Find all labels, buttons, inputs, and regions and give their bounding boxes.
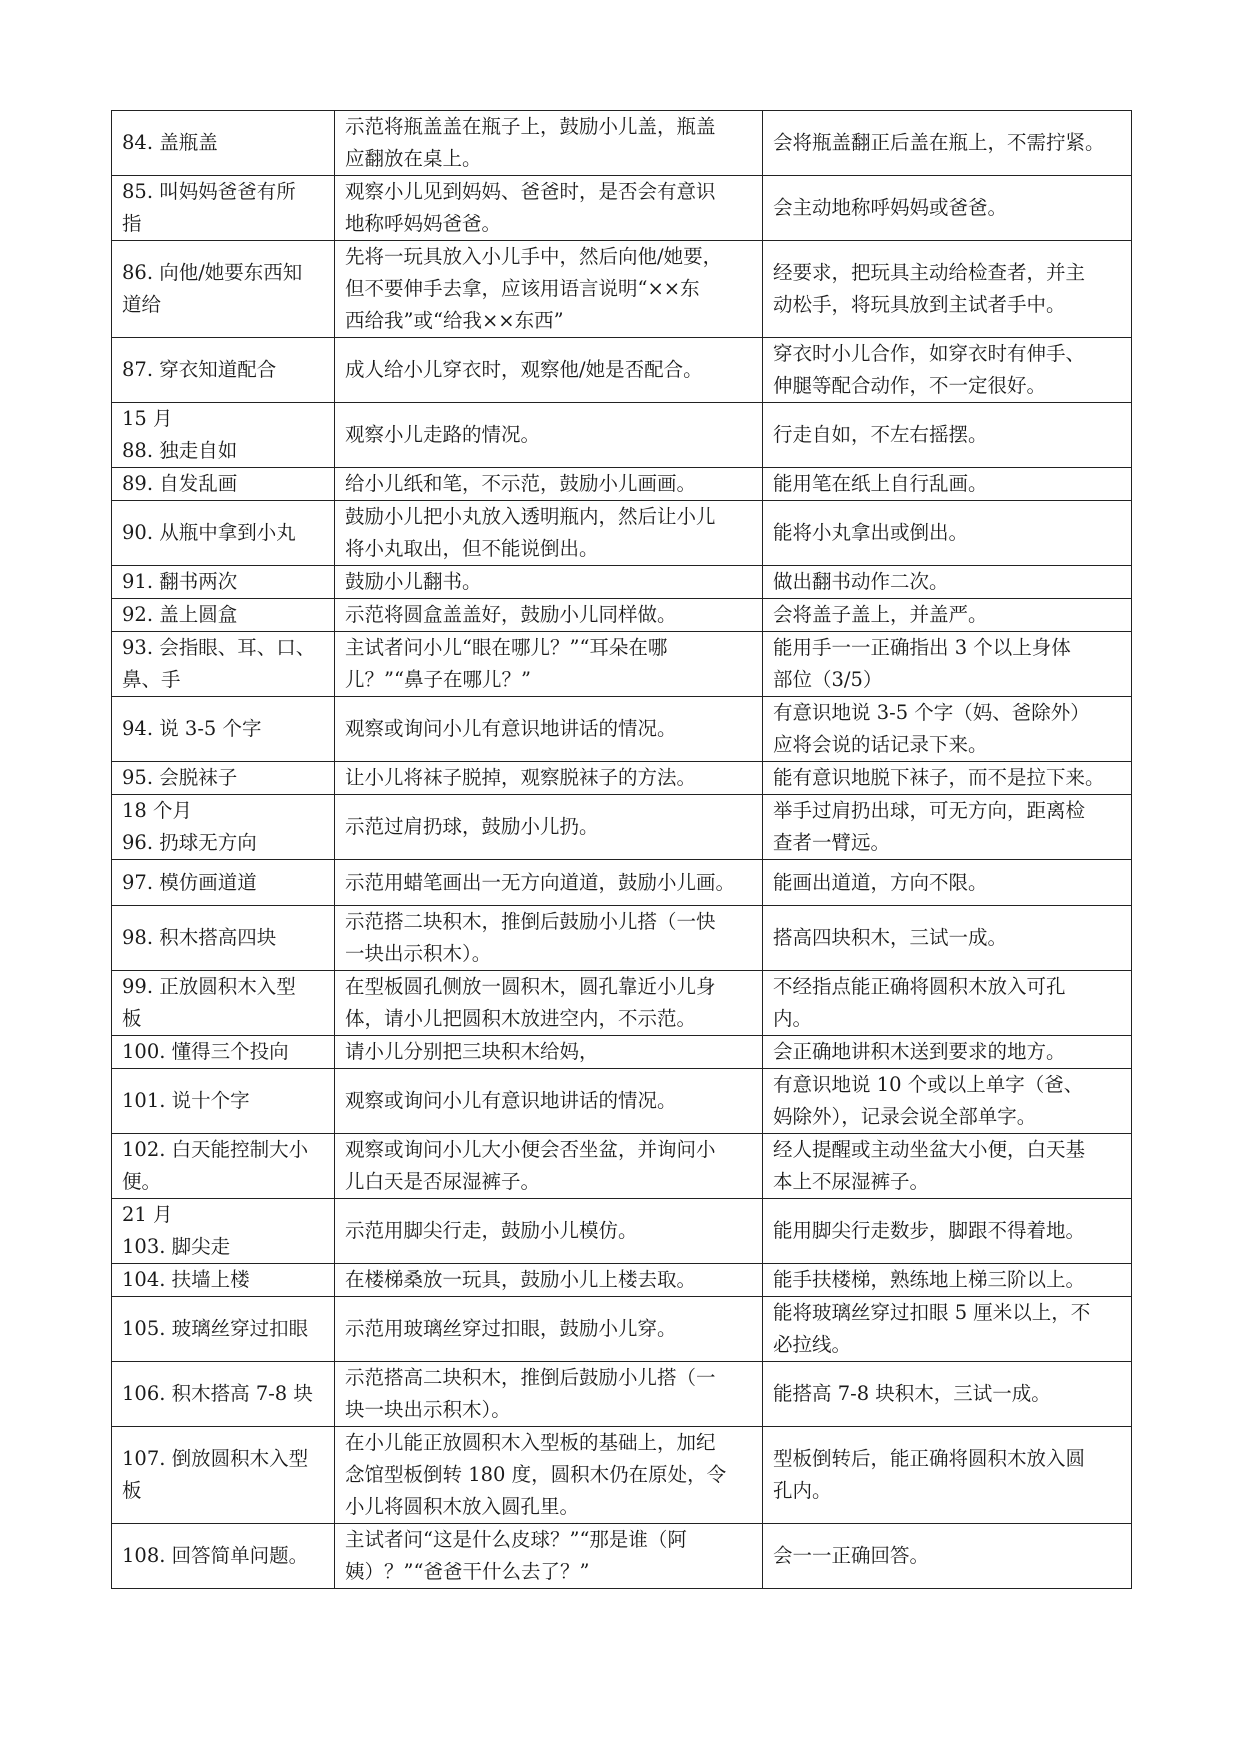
item-name-cell bbox=[112, 403, 335, 468]
cell-text-line: 103. 脚尖走 bbox=[122, 1235, 231, 1258]
test-method-cell bbox=[335, 176, 763, 241]
cell-text-line: 查者一臂远。 bbox=[773, 831, 891, 854]
test-method-cell bbox=[335, 906, 763, 971]
pass-criteria-cell bbox=[763, 1524, 1132, 1589]
table-row bbox=[112, 1069, 1132, 1134]
cell-text-line: 动松手，将玩具放到主试者手中。 bbox=[773, 293, 1066, 316]
table-row bbox=[112, 971, 1132, 1036]
pass-criteria-cell bbox=[763, 906, 1132, 971]
item-name-cell bbox=[112, 1427, 335, 1524]
test-method-cell bbox=[335, 971, 763, 1036]
cell-text-line: 96. 扔球无方向 bbox=[122, 831, 257, 854]
cell-text-line: 姨）？”“爸爸干什么去了？” bbox=[345, 1560, 590, 1583]
pass-criteria-cell bbox=[763, 632, 1132, 697]
table-row bbox=[112, 1427, 1132, 1524]
cell-text-line: 鼓励小儿翻书。 bbox=[345, 570, 482, 593]
test-method-cell bbox=[335, 860, 763, 906]
cell-text-line: 示范搭高二块积木，推倒后鼓励小儿搭（一 bbox=[345, 1366, 716, 1389]
cell-text-line: 有意识地说 10 个或以上单字（爸、 bbox=[773, 1073, 1084, 1096]
cell-text-line: 105. 玻璃丝穿过扣眼 bbox=[122, 1317, 309, 1340]
table-row bbox=[112, 1264, 1132, 1297]
cell-text-line: 在小儿能正放圆积木入型板的基础上，加纪 bbox=[345, 1431, 716, 1454]
cell-text-line: 鼓励小儿把小丸放入透明瓶内，然后让小儿 bbox=[345, 505, 716, 528]
cell-text-line: 观察或询问小儿有意识地讲话的情况。 bbox=[345, 1089, 677, 1112]
pass-criteria-cell bbox=[763, 1297, 1132, 1362]
cell-text-line: 内。 bbox=[773, 1007, 813, 1030]
cell-text-line: 经人提醒或主动坐盆大小便，白天基 bbox=[773, 1138, 1086, 1161]
table-row bbox=[112, 632, 1132, 697]
cell-text-line: 能手扶楼梯，熟练地上梯三阶以上。 bbox=[773, 1268, 1086, 1291]
cell-text-line: 88. 独走自如 bbox=[122, 439, 238, 462]
table-row bbox=[112, 599, 1132, 632]
cell-text-line: 示范将瓶盖盖在瓶子上，鼓励小儿盖，瓶盖 bbox=[345, 115, 716, 138]
cell-text-line: 体，请小儿把圆积木放进空内，不示范。 bbox=[345, 1007, 697, 1030]
test-method-cell bbox=[335, 697, 763, 762]
cell-text-line: 示范用玻璃丝穿过扣眼，鼓励小儿穿。 bbox=[345, 1317, 677, 1340]
cell-text-line: 86. 向他/她要东西知 bbox=[122, 261, 303, 284]
table-row bbox=[112, 1134, 1132, 1199]
pass-criteria-cell bbox=[763, 1199, 1132, 1264]
test-method-cell bbox=[335, 468, 763, 501]
table-row bbox=[112, 241, 1132, 338]
cell-text-line: 本上不尿湿裤子。 bbox=[773, 1170, 930, 1193]
cell-text-line: 块一块出示积木）。 bbox=[345, 1398, 511, 1421]
item-name-cell bbox=[112, 860, 335, 906]
cell-text-line: 型板倒转后，能正确将圆积木放入圆 bbox=[773, 1447, 1086, 1470]
item-name-cell bbox=[112, 599, 335, 632]
item-name-cell bbox=[112, 1297, 335, 1362]
cell-text-line: 示范用蜡笔画出一无方向道道，鼓励小儿画。 bbox=[345, 870, 736, 894]
cell-text-line: 99. 正放圆积木入型 bbox=[122, 975, 296, 998]
cell-text-line: 能用脚尖行走数步，脚跟不得着地。 bbox=[773, 1219, 1086, 1242]
cell-text-line: 给小儿纸和笔，不示范，鼓励小儿画画。 bbox=[345, 472, 697, 495]
cell-text-line: 在楼梯桑放一玩具，鼓励小儿上楼去取。 bbox=[345, 1268, 697, 1291]
cell-text-line: 穿衣时小儿合作，如穿衣时有伸手、 bbox=[773, 342, 1086, 365]
test-method-cell bbox=[335, 1199, 763, 1264]
pass-criteria-cell bbox=[763, 697, 1132, 762]
test-method-cell bbox=[335, 241, 763, 338]
pass-criteria-cell bbox=[763, 599, 1132, 632]
table-row bbox=[112, 1362, 1132, 1427]
cell-text-line: 孔内。 bbox=[773, 1479, 832, 1502]
cell-text-line: 会将瓶盖翻正后盖在瓶上，不需拧紧。 bbox=[773, 131, 1105, 154]
test-method-cell bbox=[335, 1297, 763, 1362]
cell-text-line: 有意识地说 3-5 个字（妈、爸除外） bbox=[773, 701, 1090, 724]
table-row bbox=[112, 860, 1132, 906]
table-row bbox=[112, 338, 1132, 403]
item-name-cell bbox=[112, 1362, 335, 1427]
test-method-cell bbox=[335, 1134, 763, 1199]
cell-text-line: 93. 会指眼、耳、口、 bbox=[122, 636, 316, 659]
item-name-cell bbox=[112, 338, 335, 403]
cell-text-line: 观察或询问小儿大小便会否坐盆，并询问小 bbox=[345, 1138, 716, 1161]
cell-text-line: 不经指点能正确将圆积木放入可孔 bbox=[773, 975, 1066, 998]
pass-criteria-cell bbox=[763, 338, 1132, 403]
test-method-cell bbox=[335, 795, 763, 860]
cell-text-line: 102. 白天能控制大小 bbox=[122, 1138, 309, 1161]
pass-criteria-cell bbox=[763, 971, 1132, 1036]
cell-text-line: 应翻放在桌上。 bbox=[345, 147, 482, 170]
test-method-cell bbox=[335, 762, 763, 795]
pass-criteria-cell bbox=[763, 176, 1132, 241]
cell-text-line: 能将小丸拿出或倒出。 bbox=[773, 521, 969, 544]
cell-text-line: 必拉线。 bbox=[773, 1333, 852, 1356]
cell-text-line: 98. 积木搭高四块 bbox=[122, 926, 277, 949]
test-method-cell bbox=[335, 1069, 763, 1134]
cell-text-line: 地称呼妈妈爸爸。 bbox=[345, 212, 502, 235]
cell-text-line: 便。 bbox=[122, 1170, 162, 1193]
cell-text-line: 搭高四块积木，三试一成。 bbox=[773, 926, 1008, 949]
cell-text-line: 举手过肩扔出球，可无方向，距离检 bbox=[773, 799, 1086, 822]
pass-criteria-cell bbox=[763, 1362, 1132, 1427]
item-name-cell bbox=[112, 176, 335, 241]
item-name-cell bbox=[112, 697, 335, 762]
cell-text-line: 请小儿分别把三块积木给妈， bbox=[345, 1040, 599, 1063]
table-row bbox=[112, 1524, 1132, 1589]
cell-text-line: 能有意识地脱下袜子，而不是拉下来。 bbox=[773, 766, 1105, 789]
table-row bbox=[112, 468, 1132, 501]
item-name-cell bbox=[112, 111, 335, 176]
item-name-cell bbox=[112, 632, 335, 697]
pass-criteria-cell bbox=[763, 241, 1132, 338]
table-row bbox=[112, 697, 1132, 762]
table-row bbox=[112, 1036, 1132, 1069]
cell-text-line: 84. 盖瓶盖 bbox=[122, 131, 218, 154]
test-method-cell bbox=[335, 1427, 763, 1524]
pass-criteria-cell bbox=[763, 403, 1132, 468]
cell-text-line: 104. 扶墙上楼 bbox=[122, 1268, 250, 1291]
cell-text-line: 92. 盖上圆盒 bbox=[122, 603, 238, 626]
pass-criteria-cell bbox=[763, 860, 1132, 906]
cell-text-line: 能搭高 7-8 块积木，三试一成。 bbox=[773, 1382, 1051, 1405]
cell-text-line: 97. 模仿画道道 bbox=[122, 870, 257, 894]
cell-text-line: 89. 自发乱画 bbox=[122, 472, 238, 495]
test-method-cell bbox=[335, 1264, 763, 1297]
cell-text-line: 小儿将圆积木放入圆孔里。 bbox=[345, 1495, 580, 1518]
test-method-cell bbox=[335, 1524, 763, 1589]
pass-criteria-cell bbox=[763, 1264, 1132, 1297]
test-method-cell bbox=[335, 111, 763, 176]
pass-criteria-cell bbox=[763, 795, 1132, 860]
pass-criteria-cell bbox=[763, 1069, 1132, 1134]
cell-text-line: 106. 积木搭高 7-8 块 bbox=[122, 1382, 313, 1405]
test-method-cell bbox=[335, 338, 763, 403]
item-name-cell bbox=[112, 468, 335, 501]
cell-text-line: 让小儿将袜子脱掉，观察脱袜子的方法。 bbox=[345, 766, 697, 789]
cell-text-line: 妈除外），记录会说全部单字。 bbox=[773, 1105, 1037, 1128]
cell-text-line: 108. 回答简单问题。 bbox=[122, 1544, 309, 1567]
cell-text-line: 18 个月 bbox=[122, 799, 193, 822]
pass-criteria-cell bbox=[763, 501, 1132, 566]
cell-text-line: 能将玻璃丝穿过扣眼 5 厘米以上，不 bbox=[773, 1301, 1091, 1324]
cell-text-line: 观察小儿见到妈妈、爸爸时，是否会有意识 bbox=[345, 180, 716, 203]
assessment-table bbox=[111, 110, 1132, 1589]
cell-text-line: 经要求，把玩具主动给检查者，并主 bbox=[773, 261, 1086, 284]
item-name-cell bbox=[112, 1036, 335, 1069]
cell-text-line: 会正确地讲积木送到要求的地方。 bbox=[773, 1040, 1066, 1063]
cell-text-line: 西给我”或“给我××东西” bbox=[345, 309, 564, 332]
cell-text-line: 道给 bbox=[122, 293, 162, 316]
cell-text-line: 101. 说十个字 bbox=[122, 1089, 250, 1112]
table-row bbox=[112, 566, 1132, 599]
cell-text-line: 做出翻书动作二次。 bbox=[773, 570, 949, 593]
cell-text-line: 行走自如，不左右摇摆。 bbox=[773, 423, 988, 446]
item-name-cell bbox=[112, 1134, 335, 1199]
table-body bbox=[112, 111, 1132, 1589]
pass-criteria-cell bbox=[763, 1036, 1132, 1069]
test-method-cell bbox=[335, 403, 763, 468]
table-row bbox=[112, 501, 1132, 566]
cell-text-line: 90. 从瓶中拿到小丸 bbox=[122, 521, 296, 544]
cell-text-line: 鼻、手 bbox=[122, 668, 181, 691]
cell-text-line: 会将盖子盖上，并盖严。 bbox=[773, 603, 988, 626]
table-row bbox=[112, 906, 1132, 971]
pass-criteria-cell bbox=[763, 762, 1132, 795]
cell-text-line: 先将一玩具放入小儿手中，然后向他/她要， bbox=[345, 245, 723, 268]
cell-text-line: 观察小儿走路的情况。 bbox=[345, 423, 541, 446]
item-name-cell bbox=[112, 1069, 335, 1134]
table-row bbox=[112, 1199, 1132, 1264]
table-row bbox=[112, 762, 1132, 795]
cell-text-line: 能画出道道，方向不限。 bbox=[773, 870, 988, 894]
cell-text-line: 示范搭二块积木，推倒后鼓励小儿搭（一快 bbox=[345, 910, 716, 933]
pass-criteria-cell bbox=[763, 111, 1132, 176]
cell-text-line: 一块出示积木）。 bbox=[345, 942, 492, 965]
pass-criteria-cell bbox=[763, 1134, 1132, 1199]
cell-text-line: 主试者问“这是什么皮球？”“那是谁（阿 bbox=[345, 1528, 687, 1551]
cell-text-line: 94. 说 3-5 个字 bbox=[122, 717, 262, 740]
test-method-cell bbox=[335, 599, 763, 632]
item-name-cell bbox=[112, 241, 335, 338]
item-name-cell bbox=[112, 795, 335, 860]
test-method-cell bbox=[335, 501, 763, 566]
cell-text-line: 主试者问小儿“眼在哪儿？”“耳朵在哪 bbox=[345, 636, 668, 659]
cell-text-line: 能用笔在纸上自行乱画。 bbox=[773, 472, 988, 495]
cell-text-line: 观察或询问小儿有意识地讲话的情况。 bbox=[345, 717, 677, 740]
cell-text-line: 在型板圆孔侧放一圆积木，圆孔靠近小儿身 bbox=[345, 975, 716, 998]
cell-text-line: 部位（3/5） bbox=[773, 668, 883, 691]
table-row bbox=[112, 111, 1132, 176]
cell-text-line: 85. 叫妈妈爸爸有所 bbox=[122, 180, 296, 203]
cell-text-line: 但不要伸手去拿，应该用语言说明“××东 bbox=[345, 277, 700, 300]
pass-criteria-cell bbox=[763, 468, 1132, 501]
cell-text-line: 应将会说的话记录下来。 bbox=[773, 733, 988, 756]
cell-text-line: 成人给小儿穿衣时，观察他/她是否配合。 bbox=[345, 358, 703, 381]
cell-text-line: 板 bbox=[122, 1479, 142, 1502]
table-row bbox=[112, 176, 1132, 241]
table-row bbox=[112, 403, 1132, 468]
test-method-cell bbox=[335, 1036, 763, 1069]
cell-text-line: 伸腿等配合动作，不一定很好。 bbox=[773, 374, 1047, 397]
cell-text-line: 能用手一一正确指出 3 个以上身体 bbox=[773, 636, 1071, 659]
cell-text-line: 示范将圆盒盖盖好，鼓励小儿同样做。 bbox=[345, 603, 677, 626]
test-method-cell bbox=[335, 632, 763, 697]
item-name-cell bbox=[112, 501, 335, 566]
cell-text-line: 15 月 bbox=[122, 407, 173, 430]
cell-text-line: 21 月 bbox=[122, 1203, 173, 1226]
item-name-cell bbox=[112, 906, 335, 971]
item-name-cell bbox=[112, 1264, 335, 1297]
item-name-cell bbox=[112, 762, 335, 795]
table-row bbox=[112, 795, 1132, 860]
cell-text-line: 示范过肩扔球，鼓励小儿扔。 bbox=[345, 815, 599, 838]
cell-text-line: 95. 会脱袜子 bbox=[122, 766, 238, 789]
cell-text-line: 会一一正确回答。 bbox=[773, 1544, 930, 1567]
cell-text-line: 107. 倒放圆积木入型 bbox=[122, 1447, 309, 1470]
cell-text-line: 87. 穿衣知道配合 bbox=[122, 358, 277, 381]
item-name-cell bbox=[112, 566, 335, 599]
item-name-cell bbox=[112, 971, 335, 1036]
item-name-cell bbox=[112, 1199, 335, 1264]
cell-text-line: 儿白天是否尿湿裤子。 bbox=[345, 1170, 541, 1193]
pass-criteria-cell bbox=[763, 1427, 1132, 1524]
test-method-cell bbox=[335, 1362, 763, 1427]
cell-text-line: 91. 翻书两次 bbox=[122, 570, 238, 593]
cell-text-line: 儿？”“鼻子在哪儿？” bbox=[345, 668, 531, 691]
table-row bbox=[112, 1297, 1132, 1362]
pass-criteria-cell bbox=[763, 566, 1132, 599]
test-method-cell bbox=[335, 566, 763, 599]
cell-text-line: 示范用脚尖行走，鼓励小儿模仿。 bbox=[345, 1219, 638, 1242]
cell-text-line: 指 bbox=[122, 212, 142, 235]
item-name-cell bbox=[112, 1524, 335, 1589]
cell-text-line: 念馆型板倒转 180 度，圆积木仍在原处，令 bbox=[345, 1463, 727, 1486]
cell-text-line: 将小丸取出，但不能说倒出。 bbox=[345, 537, 599, 560]
cell-text-line: 板 bbox=[122, 1007, 142, 1030]
cell-text-line: 100. 懂得三个投向 bbox=[122, 1040, 289, 1063]
cell-text-line: 会主动地称呼妈妈或爸爸。 bbox=[773, 196, 1008, 219]
